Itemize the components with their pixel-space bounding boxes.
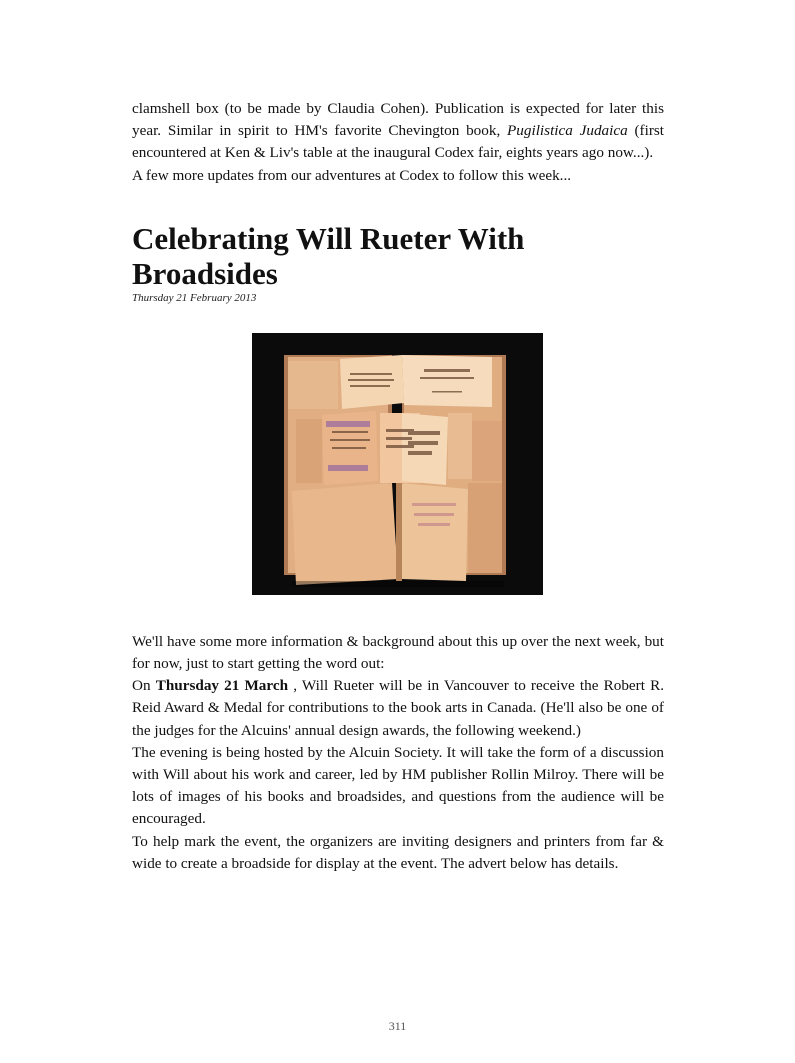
book-title-emphasis: Pugilistica Judaica <box>507 122 628 140</box>
intro-followup: A few more updates from our adventures at Codex to follow this week... <box>132 166 572 184</box>
post-paragraph-2-lead: On <box>132 677 156 695</box>
intro-paragraph <box>132 98 664 165</box>
post-date: Thursday 21 February 2013 <box>132 291 257 304</box>
post-title: Celebrating Will Rueter With Broadsides <box>132 220 525 291</box>
post-paragraph-1: We'll have some more information & background about this up over the next week, but for now, just to start getting the word out: <box>132 632 664 673</box>
open-book-illustration <box>252 333 543 595</box>
intro-text-a: clamshell box (to be made by Claudia Cohen). Publication is expected for later this year. Similar in spirit to HM's favorite Chevington book, <box>132 100 664 140</box>
page-number: 311 <box>388 1019 407 1033</box>
post-body <box>132 631 664 875</box>
post-paragraph-2-rest: , Will Rueter will be in Vancouver to receive the Robert R. Reid Award & Medal for contributions to the book arts in Canada. (He'll also be one of the judges for the Alcuins' annual design awards, the following weekend.) <box>132 677 664 739</box>
post-paragraph-3: The evening is being hosted by the Alcuin Society. It will take the form of a discussion with Will about his work and career, led by HM publisher Rollin Milroy. There will be lots of images of his books and broadsides, and questions from the audience will be encouraged. <box>132 743 664 828</box>
post-paragraph-2 <box>132 675 664 742</box>
page-content <box>132 98 664 875</box>
post-paragraph-4: To help mark the event, the organizers are inviting designers and printers from far & wide to create a broadside for display at the event. The advert below has details. <box>132 832 664 872</box>
book-photo <box>252 333 543 595</box>
event-date: Thursday 21 March <box>155 677 289 695</box>
intro-text-b: (first encountered at Ken & Liv's table at the inaugural Codex fair, eights years ago now...). <box>132 122 665 162</box>
